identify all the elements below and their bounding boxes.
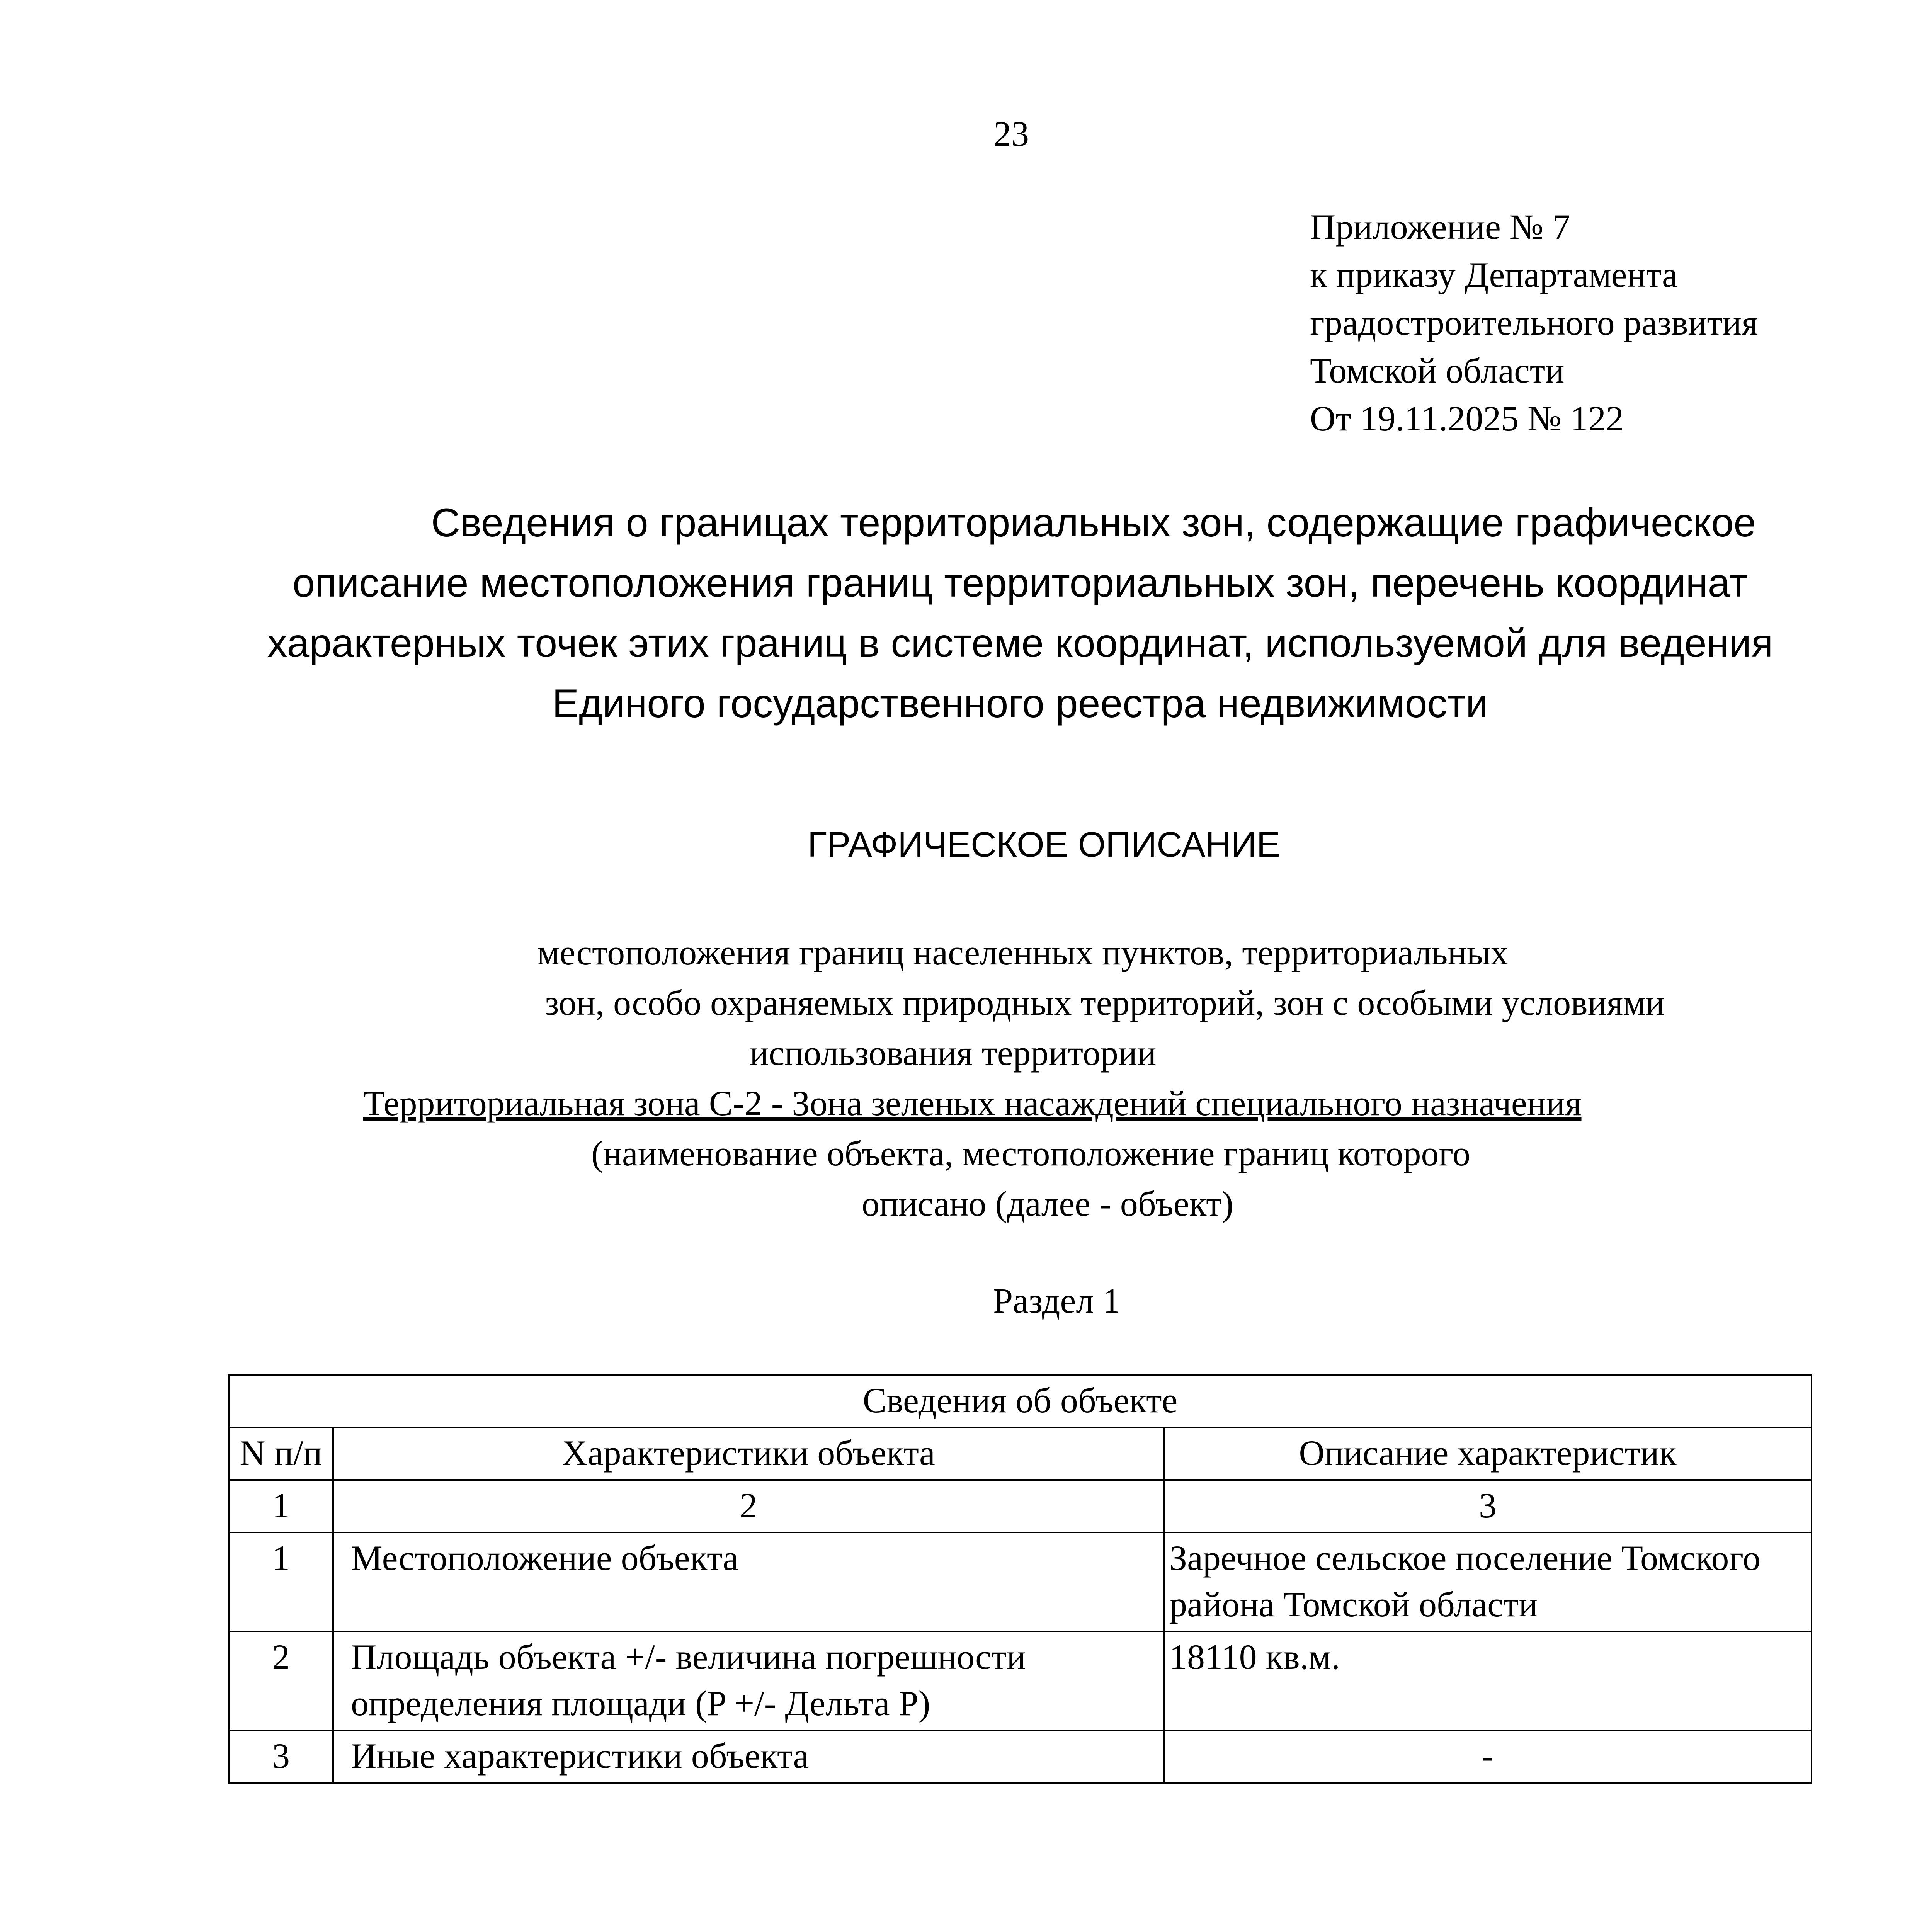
table-index-row	[229, 1480, 1812, 1532]
document-title	[247, 493, 1793, 734]
row-number: 2	[229, 1631, 333, 1730]
description-line: зон, особо охраняемых природных территорий, зон с особыми условиями	[545, 983, 1665, 1022]
index-cell: 3	[1164, 1480, 1812, 1532]
row-characteristic: Площадь объекта +/- величина погрешности определения площади (P +/- Дельта P)	[333, 1631, 1164, 1730]
appendix-line: Томской области	[1310, 351, 1565, 390]
table-title: Сведения об объекте	[229, 1375, 1812, 1427]
table-row	[229, 1730, 1812, 1783]
header-n: N п/п	[229, 1427, 333, 1480]
object-name: Территориальная зона С-2 - Зона зеленых насаждений специального назначения	[363, 1083, 1582, 1123]
table-header-row	[229, 1427, 1812, 1480]
row-description: 18110 кв.м.	[1164, 1631, 1812, 1730]
table-title-row	[229, 1375, 1812, 1427]
description-line: использования территории	[750, 1033, 1157, 1073]
caption-line: описано (далее - объект)	[862, 1184, 1234, 1223]
header-characteristics: Характеристики объекта	[333, 1427, 1164, 1480]
title-line: Сведения о границах территориальных зон, содержащие графическое	[431, 500, 1756, 545]
appendix-line: От 19.11.2025 № 122	[1310, 399, 1624, 438]
appendix-line: к приказу Департамента	[1310, 255, 1678, 294]
row-number: 1	[229, 1532, 333, 1631]
title-line: характерных точек этих границ в системе координат, используемой для ведения	[267, 621, 1773, 666]
description-line: местоположения границ населенных пунктов, территориальных	[537, 933, 1509, 972]
title-line: описание местоположения границ территориальных зон, перечень координат	[293, 561, 1748, 605]
row-characteristic: Иные характеристики объекта	[333, 1730, 1164, 1783]
appendix-line: градостроительного развития	[1310, 303, 1758, 342]
table-row	[229, 1532, 1812, 1631]
section-label: Раздел 1	[993, 1281, 1121, 1320]
row-description: -	[1164, 1730, 1812, 1783]
row-number: 3	[229, 1730, 333, 1783]
title-line: Единого государственного реестра недвижимости	[552, 681, 1488, 726]
table-row	[229, 1631, 1812, 1730]
index-cell: 2	[333, 1480, 1164, 1532]
header-description: Описание характеристик	[1164, 1427, 1812, 1480]
index-cell: 1	[229, 1480, 333, 1532]
graphic-description-heading: ГРАФИЧЕСКОЕ ОПИСАНИЕ	[808, 825, 1281, 864]
row-description: Заречное сельское поселение Томского района Томской области	[1164, 1532, 1812, 1631]
caption-line: (наименование объекта, местоположение границ которого	[591, 1134, 1470, 1173]
appendix-line: Приложение № 7	[1310, 207, 1570, 247]
appendix-block	[1310, 203, 1890, 442]
object-info-table	[228, 1374, 1812, 1784]
page-number: 23	[993, 114, 1029, 153]
row-characteristic: Местоположение объекта	[333, 1532, 1164, 1631]
